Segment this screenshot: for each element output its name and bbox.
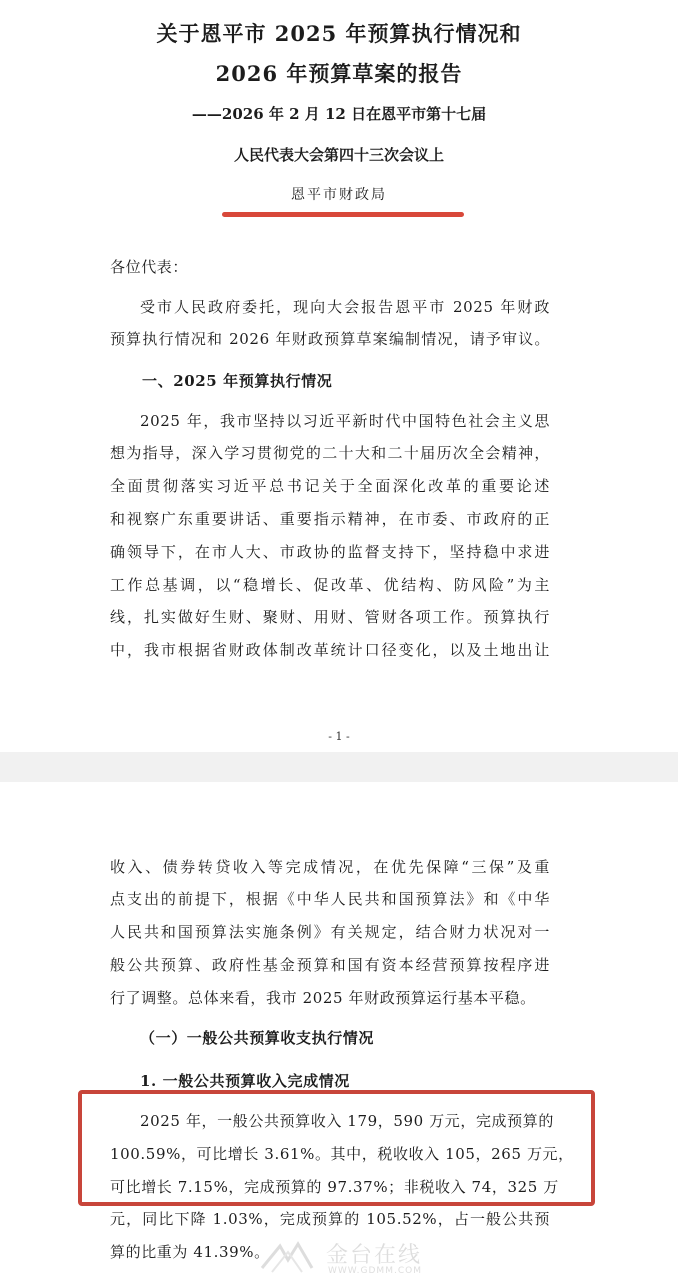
body-line: 般公共预算、政府性基金预算和国有资本经营预算按程序进 xyxy=(110,956,550,974)
report-title-line-2: 2026 年预算草案的报告 xyxy=(215,61,463,86)
revenue-line: 可比增长 7.15%，完成预算的 97.37%；非税收入 74，325 万 xyxy=(110,1178,559,1196)
report-subtitle-line-1: ——2026 年 2 月 12 日在恩平市第十七届 xyxy=(191,105,487,123)
revenue-highlight-box xyxy=(78,1090,595,1206)
agency-highlight-underline xyxy=(222,212,464,217)
subsection-heading: （一）一般公共预算收支执行情况 xyxy=(140,1029,375,1047)
body-line: 工作总基调，以“稳增长、促改革、优结构、防风险”为主 xyxy=(110,576,550,594)
site-watermark xyxy=(248,1236,448,1280)
watermark-logo-icon xyxy=(258,1238,316,1276)
watermark-text: 金台在线 xyxy=(326,1243,423,1268)
body-line: 中，我市根据省财政体制改革统计口径变化，以及土地出让 xyxy=(110,641,550,659)
body-line: 点支出的前提下，根据《中华人民共和国预算法》和《中华 xyxy=(110,890,550,908)
section-1-heading: 一、2025 年预算执行情况 xyxy=(142,372,333,390)
body-line: 收入、债券转贷收入等完成情况，在优先保障“三保”及重 xyxy=(110,858,550,876)
body-line: 确领导下，在市人大、市政协的监督支持下，坚持稳中求进 xyxy=(110,543,550,561)
page-separator xyxy=(0,752,678,782)
body-line: 人民共和国预算法实施条例》有关规定，结合财力状况对一 xyxy=(110,923,550,941)
intro-line-1: 受市人民政府委托，现向大会报告恩平市 2025 年财政 xyxy=(140,298,550,316)
intro-line-2: 预算执行情况和 2026 年财政预算草案编制情况，请予审议。 xyxy=(110,330,550,348)
body-line: 全面贯彻落实习近平总书记关于全面深化改革的重要论述 xyxy=(110,477,550,495)
report-title-line-1: 关于恩平市 2025 年预算执行情况和 xyxy=(156,21,522,46)
item-heading: 1. 一般公共预算收入完成情况 xyxy=(140,1072,350,1090)
issuing-agency: 恩平市财政局 xyxy=(291,187,387,203)
report-subtitle-line-2: 人民代表大会第四十三次会议上 xyxy=(233,146,444,164)
watermark-url: WWW.GDMM.COM xyxy=(328,1266,422,1276)
revenue-line: 2025 年，一般公共预算收入 179，590 万元，完成预算的 xyxy=(140,1112,554,1130)
body-line: 2025 年，我市坚持以习近平新时代中国特色社会主义思 xyxy=(140,412,550,430)
revenue-line: 元，同比下降 1.03%，完成预算的 105.52%，占一般公共预 xyxy=(110,1210,550,1228)
body-line: 想为指导，深入学习贯彻党的二十大和二十届历次全会精神， xyxy=(110,444,550,462)
body-line: 行了调整。总体来看，我市 2025 年财政预算运行基本平稳。 xyxy=(110,989,536,1007)
page-number: - 1 - xyxy=(328,730,350,743)
revenue-line: 算的比重为 41.39%。 xyxy=(110,1243,270,1261)
body-line: 线，扎实做好生财、聚财、用财、管财各项工作。预算执行 xyxy=(110,608,550,626)
greeting: 各位代表： xyxy=(110,258,189,276)
body-line: 和视察广东重要讲话、重要指示精神，在市委、市政府的正 xyxy=(110,510,550,528)
revenue-line: 100.59%，可比增长 3.61%。其中，税收收入 105，265 万元， xyxy=(110,1145,574,1163)
